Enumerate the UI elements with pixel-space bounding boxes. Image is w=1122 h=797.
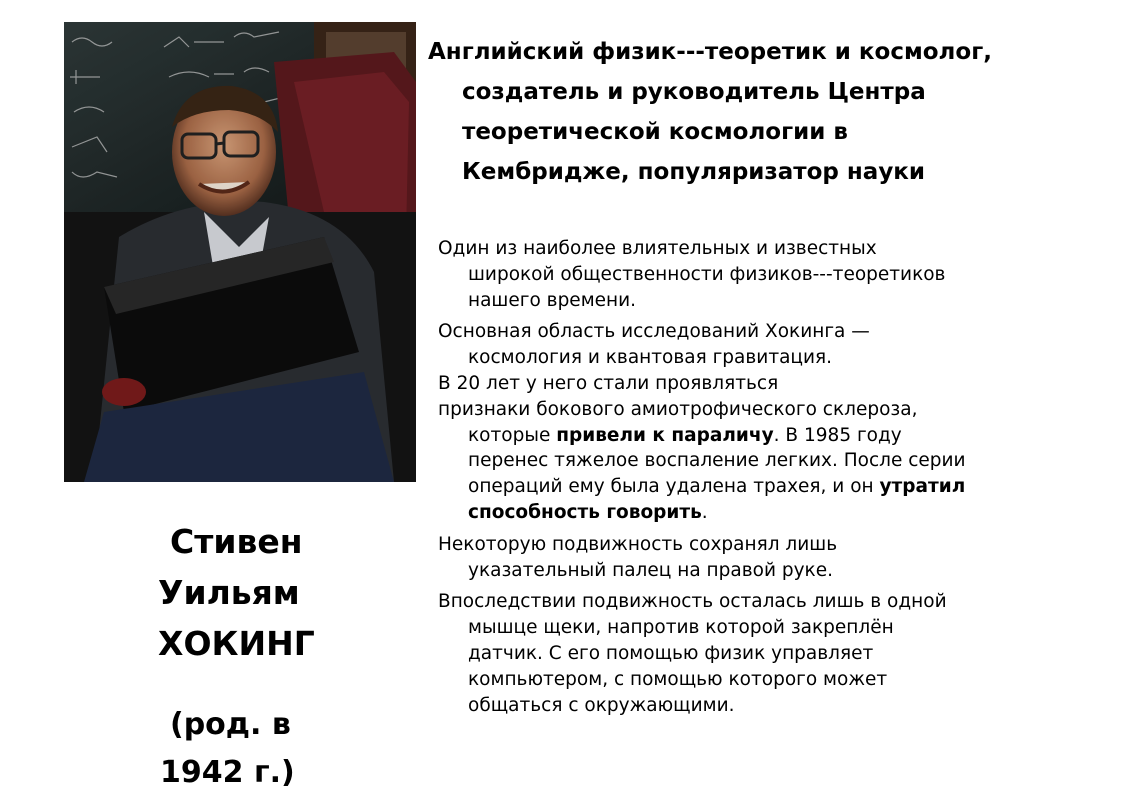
biography-text	[438, 236, 1078, 718]
text-line: общаться с окружающими.	[468, 694, 735, 716]
paragraph-finger	[438, 532, 1078, 584]
birth-line: (род. в	[170, 707, 291, 742]
text-line: космология и квантовая гравитация.	[468, 347, 833, 369]
heading-line: Кембридже, популяризатор науки	[462, 159, 926, 185]
heading-line: теоретической космологии в	[462, 119, 848, 145]
first-name: Стивен	[170, 522, 303, 561]
main-heading	[428, 32, 1068, 192]
person-name	[158, 516, 418, 669]
portrait-photo	[64, 22, 416, 482]
text-line: мышце щеки, напротив которой закреплён	[468, 617, 894, 639]
heading-line: создатель и руководитель Центра	[462, 79, 926, 105]
text-line	[438, 423, 1078, 449]
paragraph-influence	[438, 236, 1078, 313]
paragraph-illness	[438, 397, 1078, 526]
text-line: признаки бокового амиотрофического склероза,	[438, 398, 918, 420]
middle-name: Уильям	[158, 573, 300, 612]
text-line	[438, 500, 1078, 526]
last-name: ХОКИНГ	[158, 624, 315, 663]
birth-line: 1942 г.)	[160, 755, 295, 790]
paragraph-cheek	[438, 589, 1078, 718]
text-line: Один из наиболее влиятельных и известных	[438, 238, 877, 259]
text-segment: которые	[468, 424, 557, 446]
text-line: широкой общественности физиков---теоретиков	[468, 263, 946, 285]
birth-year	[160, 701, 360, 797]
text-line: перенес тяжелое воспаление легких. После серии	[468, 450, 966, 472]
paragraph-research	[438, 319, 1078, 371]
text-segment: операций ему была удалена трахея, и он	[468, 476, 880, 498]
text-line: Впоследствии подвижность осталась лишь в одной	[438, 591, 947, 613]
heading-line: Английский физик---теоретик и космолог,	[428, 39, 992, 65]
text-line: Основная область исследований Хокинга —	[438, 321, 870, 343]
paragraph-age	[438, 371, 1078, 397]
text-line: компьютером, с помощью которого может	[468, 668, 888, 690]
text-line: нашего времени.	[468, 289, 637, 311]
text-segment: . В 1985 году	[773, 424, 902, 446]
text-segment: .	[701, 501, 708, 523]
text-line: В 20 лет у него стали проявляться	[438, 372, 779, 394]
bold-text: привели к параличу	[556, 424, 774, 446]
text-line: датчик. С его помощью физик управляет	[468, 642, 874, 664]
bold-text: способность говорить	[468, 501, 702, 523]
text-line	[438, 474, 1078, 500]
text-line: указательный палец на правой руке.	[468, 559, 833, 581]
text-line: Некоторую подвижность сохранял лишь	[438, 533, 838, 555]
bold-text: утратил	[879, 476, 966, 498]
